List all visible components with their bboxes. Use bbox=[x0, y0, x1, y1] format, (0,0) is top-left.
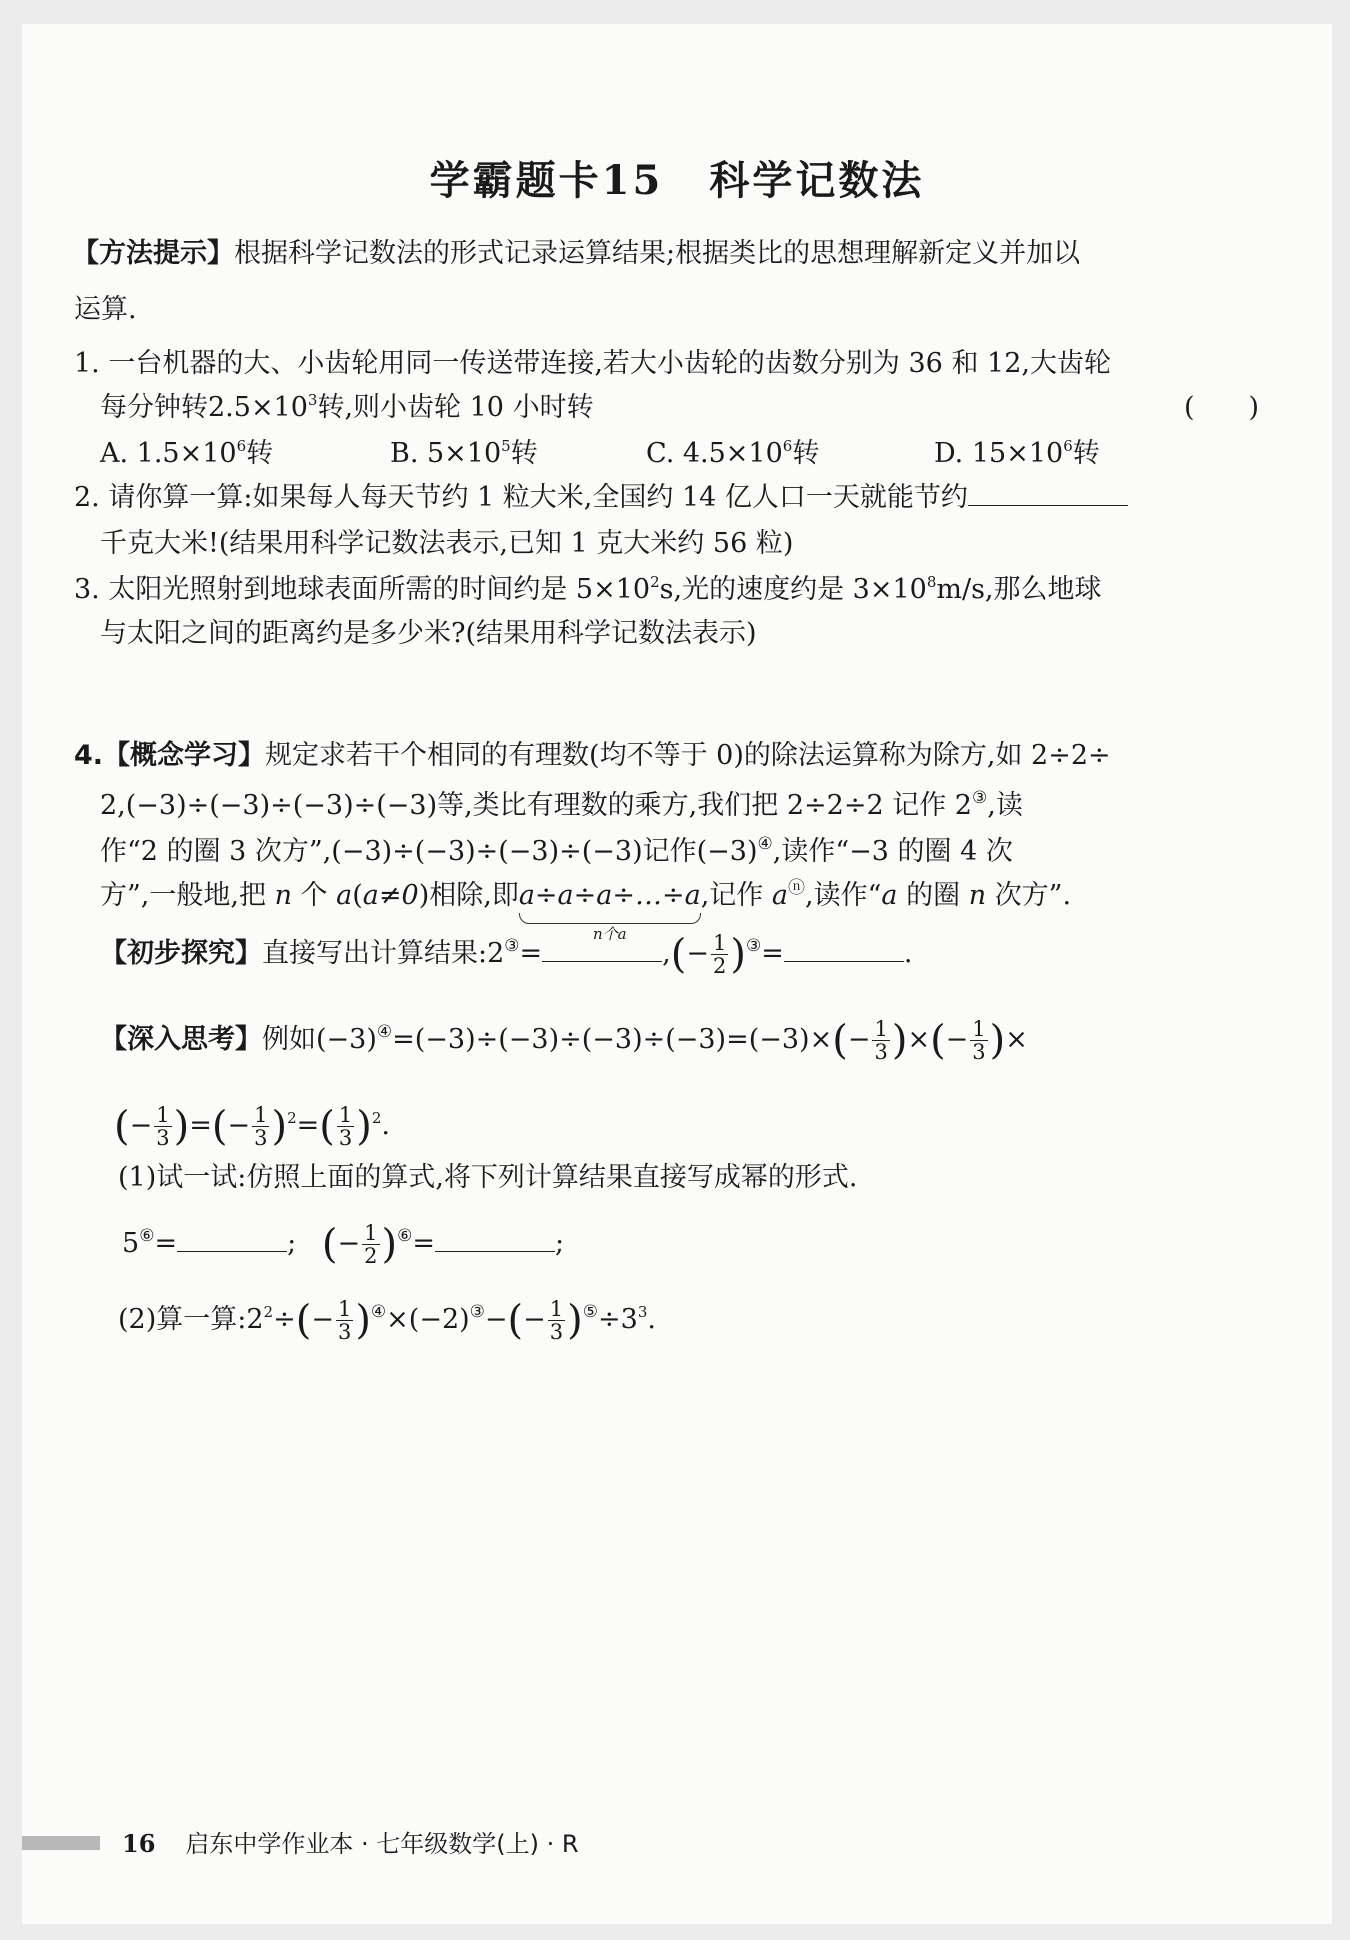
worksheet-page bbox=[22, 24, 1332, 1924]
footer-bar bbox=[22, 1836, 100, 1850]
exploration-blank-2[interactable] bbox=[784, 961, 904, 962]
question-2-line2: 千克大米!(结果用科学记数法表示,已知 1 克大米约 56 粒) bbox=[100, 528, 794, 559]
option-b[interactable]: B. $5\times 10^5$转 bbox=[390, 437, 538, 469]
question-1: 1. 一台机器的大、小齿轮用同一传送带连接,若大小齿轮的齿数分别为 36 和 12,大齿轮 bbox=[74, 348, 1111, 379]
sub1-blank-2[interactable] bbox=[435, 1251, 555, 1252]
sub-question-1: (1)试一试:仿照上面的算式,将下列计算结果直接写成幂的形式. bbox=[118, 1162, 858, 1193]
page-number: 16 bbox=[122, 1829, 156, 1858]
method-tip-tag: 【方法提示】 bbox=[72, 238, 234, 269]
sub1-blank-1[interactable] bbox=[177, 1251, 287, 1252]
question-4-line2: 2,(−3)÷(−3)÷(−3)÷(−3)等,类比有理数的乘方,我们把 2÷2÷2 记作 2③,读 bbox=[100, 788, 1023, 821]
title-card-number: 学霸题卡15 bbox=[429, 157, 664, 204]
q1-speed: 每分钟转2.5×10 bbox=[100, 392, 308, 423]
sub-question-1-blanks: 5⑥= ; (− $\frac{1}{2}$ )⑥= ; bbox=[122, 1221, 565, 1268]
question-1-options bbox=[100, 434, 1100, 474]
initial-exploration-tag: 【初步探究】 bbox=[100, 938, 262, 969]
initial-exploration: 【初步探究】直接写出计算结果:2③= ,(− $\frac{1}{2}$ )③= . bbox=[100, 931, 913, 978]
question-4-line4: 方”,一般地,把 n 个 a(a≠0)相除,即a÷a÷a÷…÷a n个a ,记作 aⓝ,读作“a 的圈 n 次方”. bbox=[100, 878, 1072, 943]
page-title bbox=[22, 149, 1332, 206]
concept-learning-tag: 4.【概念学习】 bbox=[74, 740, 266, 771]
page-footer bbox=[122, 1824, 579, 1859]
question-1-line2 bbox=[100, 388, 594, 428]
exploration-blank-1[interactable] bbox=[542, 961, 662, 962]
sub-question-2: (2)算一算$:2^2\div(-$ $\frac{1}{3}$ )④×(−2)③−(− $\frac{1}{3}$ )$^⑤\div 3^3$. bbox=[118, 1297, 656, 1344]
option-a[interactable]: A. $1.5\times 10^6$转 bbox=[100, 437, 274, 469]
n-a-division-expression: a÷a÷a÷…÷a n个a bbox=[518, 880, 701, 943]
question-3: 3. 太阳光照射到地球表面所需的时间约是 $5\times 10^2s$,光的速度约是 $3\times 10^8m/s$,那么地球 bbox=[74, 573, 1102, 605]
q2-answer-blank[interactable] bbox=[968, 505, 1128, 506]
question-3-line2: 与太阳之间的距离约是多少米?(结果用科学记数法表示) bbox=[100, 618, 757, 649]
question-4-line3: 作“2 的圈 3 次方”,(−3)÷(−3)÷(−3)÷(−3)记作(−3)④,读作“−3 的圈 4 次 bbox=[100, 834, 1013, 867]
answer-bracket[interactable]: ( ) bbox=[1184, 392, 1260, 423]
deep-thinking: 【深入思考】例如(−3)④=(−3)÷(−3)÷(−3)÷(−3)=(−3)×(− $\frac{1}{3}$ )×(− $\frac{1}{3}$ )× bbox=[100, 1017, 1028, 1064]
option-c[interactable]: C. $4.5\times 10^6$转 bbox=[646, 437, 820, 469]
title-topic: 科学记数法 bbox=[709, 157, 925, 204]
deep-thinking-line2: (− $\frac{1}{3}$ )=(− $\frac{1}{3}$ )$^2$=( $\frac{1}{3}$ )$^2$. bbox=[114, 1103, 390, 1150]
book-title: 启东中学作业本 · 七年级数学(上) · R bbox=[185, 1830, 579, 1858]
method-tip bbox=[72, 234, 1080, 274]
underbrace bbox=[519, 913, 701, 924]
deep-thinking-tag: 【深入思考】 bbox=[100, 1024, 262, 1055]
method-tip-text: 根据科学记数法的形式记录运算结果;根据类比的思想理解新定义并加以 bbox=[234, 238, 1081, 269]
question-2: 2. 请你算一算:如果每人每天节约 1 粒大米,全国约 14 亿人口一天就能节约 bbox=[74, 478, 1128, 518]
q1-ask: 转,则小齿轮 10 小时转 bbox=[317, 392, 594, 423]
method-tip-continued: 运算. bbox=[74, 294, 137, 325]
option-d[interactable]: D. $15\times 10^6$转 bbox=[934, 437, 1100, 469]
question-4: 4.【概念学习】规定求若干个相同的有理数(均不等于 0)的除法运算称为除方,如 2÷2÷ bbox=[74, 740, 1111, 771]
q1-exponent: 3 bbox=[307, 391, 318, 409]
underbrace-label: n个a bbox=[592, 925, 627, 943]
fraction-one-half: $\frac{1}{2}$ bbox=[712, 931, 727, 978]
